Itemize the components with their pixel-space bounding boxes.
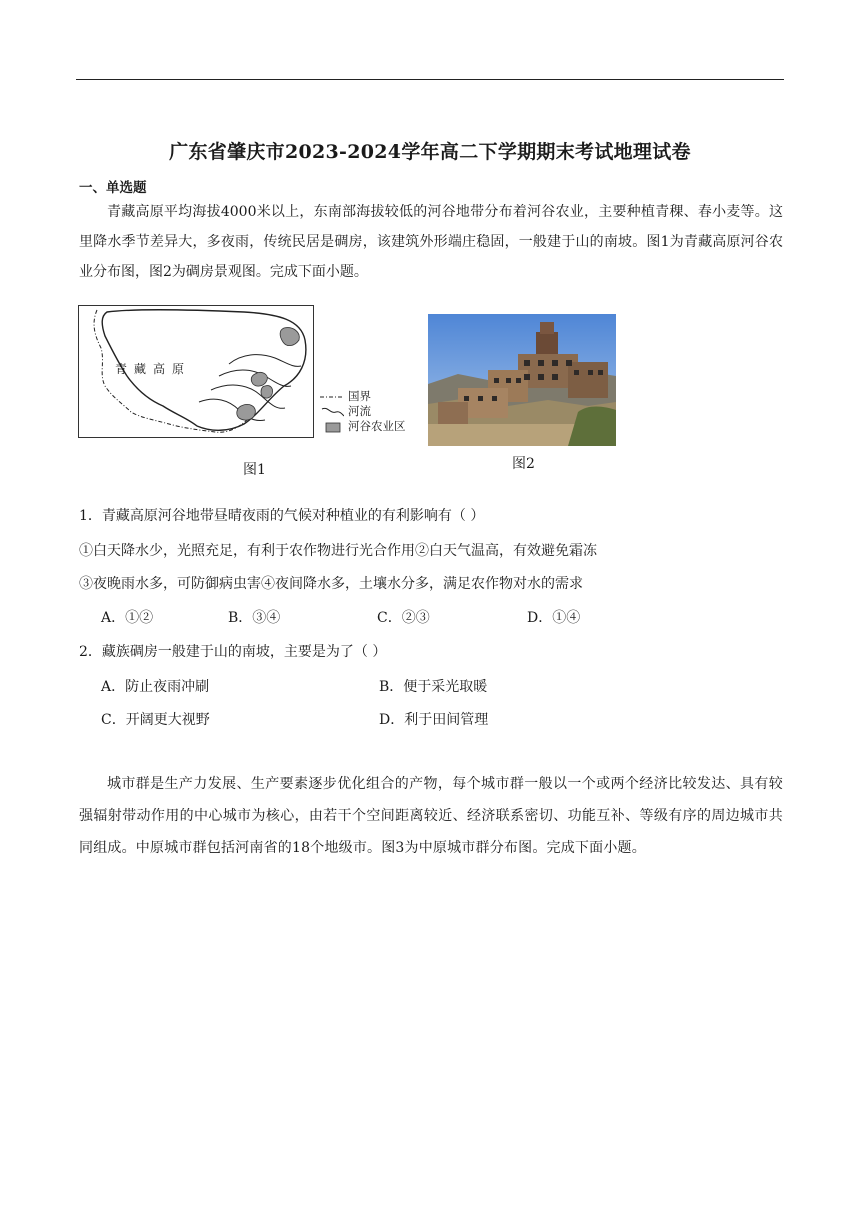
passage-1: 青藏高原平均海拔4000米以上，东南部海拔较低的河谷地带分布着河谷农业，主要种植青稞、春小麦等。这里降水季节差异大，多夜雨，传统民居是碉房，该建筑外形端庄稳固，一般建于山的南坡。图1为青藏高原河谷农业分布图，图2为碉房景观图。完成下面小题。 bbox=[79, 204, 783, 280]
question-1-option-d[interactable]: D．①④ bbox=[527, 610, 581, 626]
passage-2: 城市群是生产力发展、生产要素逐步优化组合的产物，每个城市群一般以一个或两个经济比较发达、具有较强辐射带动作用的中心城市为核心，由若干个空间距离较近、经济联系密切、功能互补、等级有序的周边城市共同组成。中原城市群包括河南省的18个地级市。图3为中原城市群分布图。完成下面小题。 bbox=[79, 776, 783, 856]
blockhouse-photo bbox=[428, 314, 616, 446]
page-title: 广东省肇庆市2023-2024学年高二下学期期末考试地理试卷 bbox=[169, 141, 691, 163]
border-line-icon bbox=[320, 392, 344, 402]
figure-2-photo bbox=[428, 314, 616, 446]
section-heading: 一、单选题 bbox=[79, 180, 147, 196]
legend-border-label: 国界 bbox=[348, 389, 371, 403]
figure-1-legend bbox=[320, 389, 406, 434]
farmland-swatch-icon bbox=[320, 421, 344, 433]
legend-farmland bbox=[320, 419, 406, 434]
plateau-label: 青藏高原 bbox=[115, 362, 192, 376]
question-1-option-c[interactable]: C．②③ bbox=[377, 610, 430, 626]
question-1-stem: 1．青藏高原河谷地带昼晴夜雨的气候对种植业的有利影响有（ ） bbox=[79, 508, 485, 524]
river-line-icon bbox=[320, 406, 344, 418]
legend-river-label: 河流 bbox=[348, 404, 371, 418]
header-rule bbox=[76, 79, 784, 80]
question-2-option-d[interactable]: D．利于田间管理 bbox=[379, 712, 489, 728]
question-2-stem: 2．藏族碉房一般建于山的南坡，主要是为了（ ） bbox=[79, 644, 387, 660]
question-2-option-b[interactable]: B．便于采光取暖 bbox=[379, 679, 488, 695]
question-1-option-a[interactable]: A．①② bbox=[101, 610, 154, 626]
figure-2-caption: 图2 bbox=[512, 456, 535, 472]
legend-river bbox=[320, 404, 406, 419]
question-1-statements-b: ③夜晚雨水多，可防御病虫害④夜间降水多，土壤水分多，满足农作物对水的需求 bbox=[79, 576, 583, 592]
question-2-option-a[interactable]: A．防止夜雨冲刷 bbox=[101, 679, 210, 695]
legend-farmland-label: 河谷农业区 bbox=[348, 419, 406, 433]
figure-1-map bbox=[78, 305, 314, 438]
question-1-statements-a: ①白天降水少，光照充足，有利于农作物进行光合作用②白天气温高，有效避免霜冻 bbox=[79, 543, 597, 559]
question-1-option-b[interactable]: B．③④ bbox=[228, 610, 281, 626]
legend-border bbox=[320, 389, 406, 404]
question-2-option-c[interactable]: C．开阔更大视野 bbox=[101, 712, 210, 728]
figure-1-caption: 图1 bbox=[243, 462, 266, 478]
